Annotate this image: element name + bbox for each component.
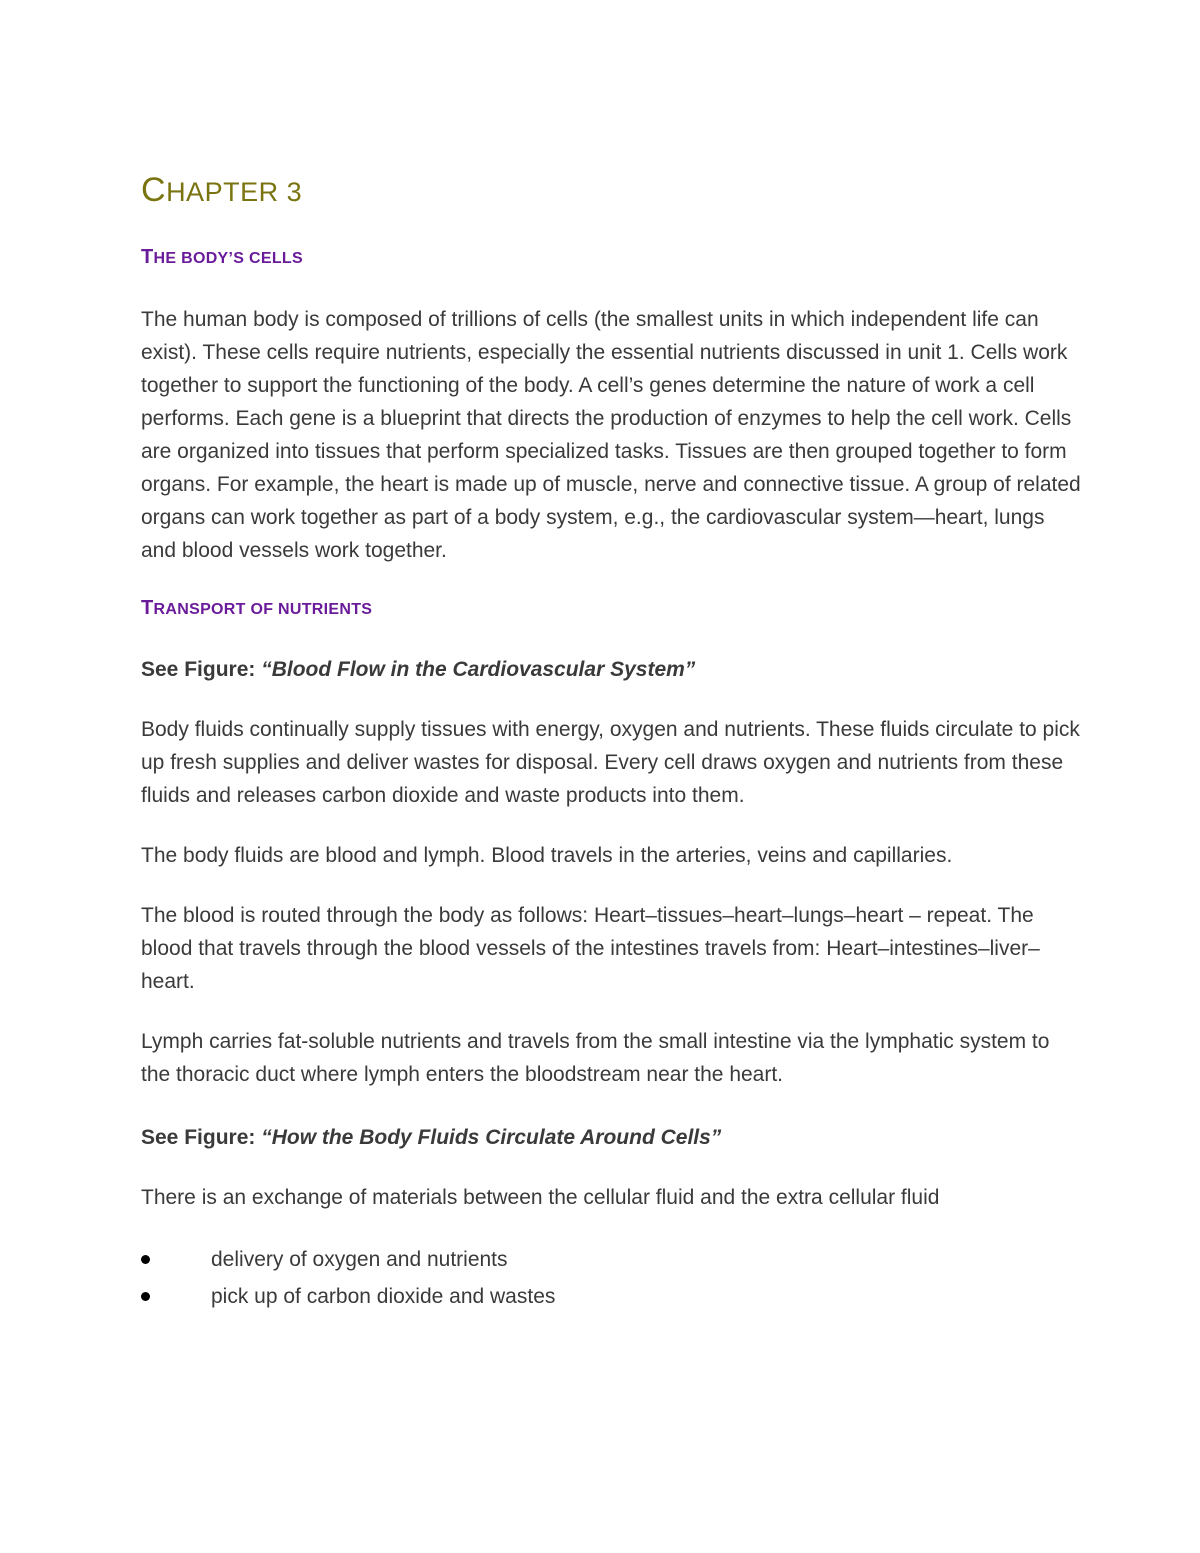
figure-reference-title: “Blood Flow in the Cardiovascular System” (261, 658, 696, 681)
section-heading-transport (141, 595, 1081, 623)
paragraph-cells-intro: The human body is composed of trillions of cells (the smallest units in which independent life can exist). These cells require nutrients, especially the essential nutrients discussed in unit 1. Cells work together to support the functioning of the body. A cell’s genes determine the nature of work a cell performs. Each gene is a blueprint that directs the production of enzymes to help the cell work. Cells are organized into tissues that perform specialized tasks. Tissues are then grouped together to form organs. For example, the heart is made up of muscle, nerve and connective tissue. A group of related organs can work together as part of a body system, e.g., the cardiovascular system—heart, lungs and blood vessels work together. (141, 308, 1081, 562)
chapter-title-rest: HAPTER 3 (166, 177, 303, 207)
chapter-title-initial: C (141, 171, 167, 209)
bullet-icon (141, 1255, 150, 1264)
list-item-text: delivery of oxygen and nutrients (211, 1248, 508, 1271)
paragraph-body-fluids: Body fluids continually supply tissues with energy, oxygen and nutrients. These fluids circulate to pick up fresh supplies and deliver wastes for disposal. Every cell draws oxygen and nutrients from these fluids and releases carbon dioxide and waste products into them. (141, 718, 1080, 807)
section-heading-initial: T (141, 597, 154, 619)
bullet-list (141, 1241, 1081, 1315)
figure-reference-prefix: See Figure: (141, 658, 262, 681)
list-item (141, 1278, 1081, 1315)
list-item-text: pick up of carbon dioxide and wastes (211, 1285, 556, 1308)
section-heading-rest: HE BODY’S CELLS (153, 250, 303, 267)
section-heading-body-cells (141, 244, 1081, 272)
figure-reference-title: “How the Body Fluids Circulate Around Cells” (261, 1126, 722, 1149)
bullet-icon (141, 1292, 150, 1301)
section-heading-initial: T (141, 246, 154, 268)
paragraph-blood-route: The blood is routed through the body as follows: Heart–tissues–heart–lungs–heart – repeat. The blood that travels through the blood vessels of the intestines travels from: Heart–intestines–liver–heart. (141, 904, 1040, 993)
figure-reference (141, 653, 1081, 686)
section-heading-rest: RANSPORT OF NUTRIENTS (153, 601, 373, 618)
figure-reference-prefix: See Figure: (141, 1126, 262, 1149)
document-page (141, 168, 1081, 1315)
list-item (141, 1241, 1081, 1278)
chapter-title (141, 168, 1081, 214)
paragraph-exchange: There is an exchange of materials between the cellular fluid and the extra cellular fluid (141, 1186, 940, 1209)
figure-reference (141, 1121, 1081, 1154)
paragraph-blood-lymph: The body fluids are blood and lymph. Blood travels in the arteries, veins and capillaries. (141, 844, 953, 867)
paragraph-lymph: Lymph carries fat-soluble nutrients and travels from the small intestine via the lymphatic system to the thoracic duct where lymph enters the bloodstream near the heart. (141, 1030, 1050, 1086)
